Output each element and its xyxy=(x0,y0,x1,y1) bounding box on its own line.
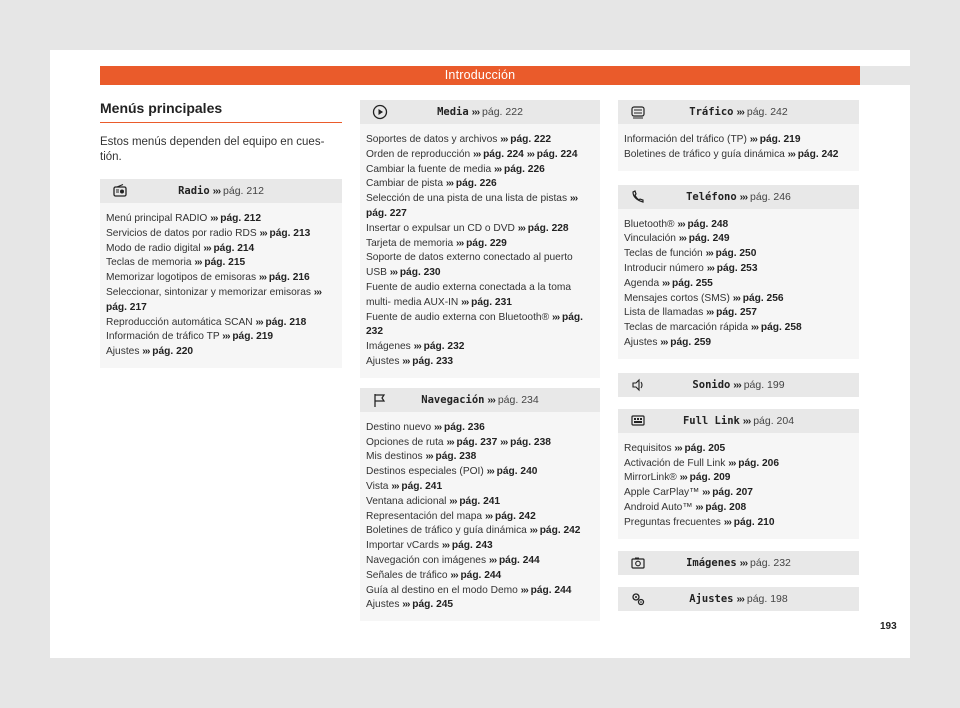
page-ref[interactable]: pág. 219 xyxy=(232,331,274,343)
page-ref[interactable]: pág. 230 xyxy=(399,267,441,279)
column-right xyxy=(618,100,859,621)
list-item[interactable]: Teclas de memoria ››› pág. 215 xyxy=(106,257,246,269)
list-item-text: Android Auto™ xyxy=(624,501,693,513)
list-item[interactable]: Mis destinos ››› pág. 238 xyxy=(366,451,477,463)
section-title: Menús principales xyxy=(100,100,342,123)
box-trafico-list xyxy=(618,124,859,171)
box-radio-header[interactable]: Radio ››› pág. 212 xyxy=(100,179,342,203)
page-ref[interactable]: pág. 205 xyxy=(684,442,726,454)
page-ref[interactable]: pág. 244 xyxy=(498,554,540,566)
page-ref[interactable]: pág. 228 xyxy=(527,222,569,234)
page-ref[interactable]: pág. 212 xyxy=(220,213,262,224)
page-ref[interactable]: pág. 242 xyxy=(539,525,581,537)
list-item-text: Información del tráfico (TP) xyxy=(624,134,747,145)
box-title: Teléfono xyxy=(686,190,737,203)
list-item-text: Ajustes xyxy=(624,336,658,348)
box-title: Radio xyxy=(178,185,210,197)
list-item[interactable]: Imágenes ››› pág. 232 xyxy=(366,341,465,353)
box-navegacion xyxy=(360,388,600,621)
box-title: Full Link xyxy=(682,414,740,427)
list-item[interactable]: Fuente de audio externa conectada a la toma multi- media AUX-IN ››› pág. 231 xyxy=(366,281,572,308)
page-ref[interactable]: pág. 241 xyxy=(459,495,501,507)
section-intro: Estos menús dependen del equipo en cues- tión. xyxy=(100,136,325,163)
list-item[interactable]: Ajustes ››› pág. 259 xyxy=(624,336,712,348)
page-ref[interactable]: pág. 218 xyxy=(265,316,307,328)
list-item[interactable]: Insertar o expulsar un CD o DVD ››› pág. 228 xyxy=(366,222,569,234)
column-left xyxy=(100,100,342,378)
settings-icon xyxy=(630,591,646,607)
phone-icon xyxy=(630,189,646,205)
list-item[interactable]: Mensajes cortos (SMS) ››› pág. 256 xyxy=(624,292,784,304)
list-item-text: Destinos especiales (POI) xyxy=(366,466,484,478)
page-ref[interactable]: pág. 226 xyxy=(504,163,545,175)
page-ref[interactable]: pág. 238 xyxy=(435,451,477,463)
list-item-text: Mensajes cortos (SMS) xyxy=(624,292,730,304)
page-ref[interactable]: pág. 243 xyxy=(451,540,493,552)
images-icon xyxy=(630,555,646,571)
list-item[interactable]: Información de tráfico TP ››› pág. 219 xyxy=(106,331,274,343)
page-ref[interactable]: pág. 233 xyxy=(412,355,454,367)
page-ref[interactable]: pág. 208 xyxy=(705,501,747,513)
list-item-text: Vista xyxy=(366,480,389,492)
list-item[interactable]: Teclas de marcación rápida ››› pág. 258 xyxy=(624,322,802,334)
box-telefono-list xyxy=(618,209,859,359)
list-item[interactable]: Apple CarPlay™ ››› pág. 207 xyxy=(624,487,753,499)
list-item-text: Representación del mapa xyxy=(366,510,483,522)
list-item[interactable]: Agenda ››› pág. 255 xyxy=(624,277,713,289)
list-item-text: Fuente de audio externa con Bluetooth® xyxy=(366,311,550,323)
list-item-text: Insertar o expulsar un CD o DVD xyxy=(366,222,515,234)
list-item-text: Boletines de tráfico y guía dinámica xyxy=(624,148,785,160)
radio-icon xyxy=(112,183,128,199)
list-item[interactable]: Vista ››› pág. 241 xyxy=(366,480,443,492)
list-item[interactable]: Teclas de función ››› pág. 250 xyxy=(624,248,757,260)
list-item-text: Apple CarPlay™ xyxy=(624,487,700,499)
list-item[interactable]: Selección de una pista de una lista de pistas ››› pág. 227 xyxy=(366,193,578,219)
box-media xyxy=(360,100,600,378)
page-ref[interactable]: pág. 231 xyxy=(471,296,512,308)
full-link-icon xyxy=(630,413,646,429)
page-ref[interactable]: pág. 248 xyxy=(687,218,729,230)
list-item[interactable]: Tarjeta de memoria ››› pág. 229 xyxy=(366,237,507,249)
page-ref[interactable]: pág. 222 xyxy=(510,134,552,145)
list-item[interactable]: Señales de tráfico ››› pág. 244 xyxy=(366,569,502,581)
list-item-text: Cambiar de pista xyxy=(366,178,444,190)
list-item[interactable]: MirrorLink® ››› pág. 209 xyxy=(624,472,731,484)
box-sonido-header[interactable]: Sonido ››› pág. 199 xyxy=(618,373,859,397)
page-ref[interactable]: pág. 255 xyxy=(672,277,713,289)
page-ref[interactable]: pág. 249 xyxy=(688,233,730,245)
list-item[interactable]: Navegación con imágenes ››› pág. 244 xyxy=(366,554,540,566)
page-ref[interactable]: pág. 244 xyxy=(530,584,572,596)
page-ref[interactable]: pág. 209 xyxy=(689,472,731,484)
page-number: 193 xyxy=(880,621,897,632)
page-ref[interactable]: pág. 245 xyxy=(412,599,454,611)
list-item[interactable]: Orden de reproducción ››› pág. 224 ››› pág. 224 xyxy=(366,148,578,160)
list-item-text: Boletines de tráfico y guía dinámica xyxy=(366,525,527,537)
page-ref[interactable]: pág. 224 xyxy=(536,148,578,160)
box-ref[interactable]: pág. 198 xyxy=(746,592,788,605)
list-item-text: Imágenes xyxy=(366,341,411,353)
page-ref[interactable]: pág. 240 xyxy=(496,466,538,478)
list-item[interactable]: Ajustes ››› pág. 233 xyxy=(366,355,454,367)
list-item[interactable]: Ajustes ››› pág. 220 xyxy=(106,346,194,358)
list-item-text: Opciones de ruta xyxy=(366,436,444,448)
list-item-text: Seleccionar, sintonizar y memorizar emisoras xyxy=(106,286,311,298)
box-ref[interactable]: pág. 232 xyxy=(750,556,791,569)
list-item-text: Menú principal RADIO xyxy=(106,213,208,224)
list-item[interactable]: Bluetooth® ››› pág. 248 xyxy=(624,218,729,230)
box-title: Sonido xyxy=(692,378,731,391)
box-radio-list xyxy=(100,203,342,368)
chapter-header: Introducción xyxy=(100,66,860,85)
page-ref[interactable]: pág. 217 xyxy=(106,301,147,313)
list-item-text: MirrorLink® xyxy=(624,472,677,484)
list-item-text: Teclas de marcación rápida xyxy=(624,322,749,334)
list-item-text: Tarjeta de memoria xyxy=(366,237,454,249)
list-item[interactable]: Cambiar de pista ››› pág. 226 xyxy=(366,178,497,190)
box-telefono-header[interactable]: Teléfono ››› pág. 246 xyxy=(618,185,859,209)
list-item-text: Soporte de datos externo conectado al puerto USB xyxy=(366,252,573,279)
page-ref[interactable]: pág. 214 xyxy=(213,242,255,254)
list-item-text: Mis destinos xyxy=(366,451,423,463)
play-circle-icon xyxy=(372,104,388,120)
page-ref[interactable]: pág. 242 xyxy=(494,510,536,522)
list-item[interactable]: Destino nuevo ››› pág. 236 xyxy=(366,421,485,433)
page-ref[interactable]: pág. 210 xyxy=(733,516,775,528)
page-ref[interactable]: pág. 256 xyxy=(742,292,784,304)
list-item-text: Información de tráfico TP xyxy=(106,331,220,343)
list-item[interactable]: Fuente de audio externa con Bluetooth® ››› pág. 232 xyxy=(366,311,583,338)
list-item[interactable]: Seleccionar, sintonizar y memorizar emisoras ››› pág. 217 xyxy=(106,286,321,313)
list-item[interactable]: Preguntas frecuentes ››› pág. 210 xyxy=(624,516,775,528)
box-ref[interactable]: pág. 199 xyxy=(743,378,785,391)
page-ref[interactable]: pág. 241 xyxy=(401,480,443,492)
list-item-text: Señales de tráfico xyxy=(366,569,448,581)
box-trafico xyxy=(618,100,859,171)
box-navegacion-header[interactable]: Navegación ››› pág. 234 xyxy=(360,388,600,412)
box-imagenes-header[interactable]: Imágenes ››› pág. 232 xyxy=(618,551,859,575)
list-item[interactable]: Menú principal RADIO ››› pág. 212 xyxy=(106,213,262,224)
column-middle xyxy=(360,100,600,631)
box-navegacion-list xyxy=(360,412,600,621)
list-item[interactable]: Soporte de datos externo conectado al puerto USB ››› pág. 230 xyxy=(366,252,573,279)
box-fulllink-header[interactable]: Full Link ››› pág. 204 xyxy=(618,409,859,433)
list-item-text: Vinculación xyxy=(624,233,676,245)
box-sonido xyxy=(618,373,859,397)
list-item-text: Ajustes xyxy=(366,599,400,611)
box-imagenes xyxy=(618,551,859,575)
list-item[interactable]: Opciones de ruta ››› pág. 237 ››› pág. 238 xyxy=(366,436,551,448)
page-ref[interactable]: pág. 219 xyxy=(759,134,801,145)
list-item-text: Ajustes xyxy=(106,346,140,358)
list-item-text: Agenda xyxy=(624,277,660,289)
page-ref[interactable]: pág. 226 xyxy=(455,178,497,190)
list-item[interactable]: Boletines de tráfico y guía dinámica ››› pág. 242 xyxy=(366,525,581,537)
list-item[interactable]: Guía al destino en el modo Demo ››› pág. 244 xyxy=(366,584,572,596)
list-item-text: Ajustes xyxy=(366,355,400,367)
box-ref[interactable]: pág. 212 xyxy=(223,185,264,197)
list-item-text: Importar vCards xyxy=(366,540,440,552)
list-item[interactable]: Soportes de datos y archivos ››› pág. 222 xyxy=(366,134,552,145)
list-item-text: Activación de Full Link xyxy=(624,457,726,469)
page-ref[interactable]: pág. 215 xyxy=(204,257,246,269)
list-item[interactable]: Introducir número ››› pág. 253 xyxy=(624,262,758,274)
list-item-text: Bluetooth® xyxy=(624,218,675,230)
list-item-text: Guía al destino en el modo Demo xyxy=(366,584,518,596)
list-item-text: Cambiar la fuente de media xyxy=(366,163,492,175)
page-ref[interactable]: pág. 250 xyxy=(715,248,757,260)
list-item-text: Teclas de memoria xyxy=(106,257,192,269)
box-ref[interactable]: pág. 242 xyxy=(746,106,788,118)
list-item[interactable]: Modo de radio digital ››› pág. 214 xyxy=(106,242,255,254)
list-item-text: Soportes de datos y archivos xyxy=(366,134,498,145)
list-item[interactable]: Memorizar logotipos de emisoras ››› pág. 216 xyxy=(106,272,310,284)
page-ref[interactable]: pág. 242 xyxy=(797,148,839,160)
box-fulllink xyxy=(618,409,859,539)
list-item-text: Destino nuevo xyxy=(366,421,432,433)
list-item[interactable]: Vinculación ››› pág. 249 xyxy=(624,233,730,245)
list-item[interactable]: Cambiar la fuente de media ››› pág. 226 xyxy=(366,163,545,175)
list-item-text: Ventana adicional xyxy=(366,495,447,507)
list-item-text: Introducir número xyxy=(624,262,704,274)
page-ref[interactable]: pág. 244 xyxy=(460,569,502,581)
page-ref[interactable]: pág. 257 xyxy=(716,307,757,319)
list-item[interactable]: Reproducción automática SCAN ››› pág. 218 xyxy=(106,316,307,328)
box-fulllink-list xyxy=(618,433,859,539)
list-item[interactable]: Ventana adicional ››› pág. 241 xyxy=(366,495,501,507)
list-item-text: Reproducción automática SCAN xyxy=(106,316,253,328)
list-item-text: Teclas de función xyxy=(624,248,703,260)
page-ref[interactable]: pág. 207 xyxy=(712,487,753,499)
page-ref[interactable]: pág. 229 xyxy=(466,237,507,249)
box-ajustes-header[interactable]: Ajustes ››› pág. 198 xyxy=(618,587,859,611)
list-item-text: Selección de una pista de una lista de pistas xyxy=(366,193,568,205)
sound-icon xyxy=(630,377,646,393)
page-ref[interactable]: pág. 253 xyxy=(716,262,758,274)
list-item[interactable]: Requisitos ››› pág. 205 xyxy=(624,442,726,454)
list-item-text: Memorizar logotipos de emisoras xyxy=(106,272,257,284)
page-ref[interactable]: pág. 237 xyxy=(456,436,498,448)
box-ref[interactable]: pág. 222 xyxy=(482,106,523,118)
box-title: Media xyxy=(437,106,469,118)
list-item[interactable]: Servicios de datos por radio RDS ››› pág. 213 xyxy=(106,227,311,239)
box-ref[interactable]: pág. 234 xyxy=(497,393,539,406)
page-ref[interactable]: pág. 224 xyxy=(483,148,524,160)
page-ref[interactable]: pág. 232 xyxy=(366,311,583,338)
page-ref[interactable]: pág. 238 xyxy=(510,436,551,448)
page-ref[interactable]: pág. 259 xyxy=(670,336,712,348)
box-ref[interactable]: pág. 204 xyxy=(753,414,795,427)
list-item-text: Requisitos xyxy=(624,442,672,454)
list-item-text: Servicios de datos por radio RDS xyxy=(106,227,257,239)
traffic-icon xyxy=(630,104,646,120)
list-item[interactable]: Ajustes ››› pág. 245 xyxy=(366,599,454,611)
page-ref[interactable]: pág. 236 xyxy=(444,421,485,433)
page-ref[interactable]: pág. 232 xyxy=(423,341,465,353)
box-title: Ajustes xyxy=(689,592,734,605)
list-item[interactable]: Información del tráfico (TP) ››› pág. 219 xyxy=(624,134,801,145)
box-ref[interactable]: pág. 246 xyxy=(750,190,791,203)
list-item[interactable]: Destinos especiales (POI) ››› pág. 240 xyxy=(366,466,538,478)
page-ref[interactable]: pág. 227 xyxy=(366,207,407,219)
list-item[interactable]: Activación de Full Link ››› pág. 206 xyxy=(624,457,780,469)
flag-icon xyxy=(372,392,388,408)
box-media-list xyxy=(360,124,600,378)
header-margin xyxy=(860,66,910,85)
box-media-header[interactable]: Media ››› pág. 222 xyxy=(360,100,600,124)
box-title: Tráfico xyxy=(689,106,734,118)
page-ref[interactable]: pág. 220 xyxy=(152,346,194,358)
box-ajustes xyxy=(618,587,859,611)
page-ref[interactable]: pág. 258 xyxy=(760,322,802,334)
list-item[interactable]: Importar vCards ››› pág. 243 xyxy=(366,540,493,552)
box-trafico-header[interactable]: Tráfico ››› pág. 242 xyxy=(618,100,859,124)
list-item-text: Navegación con imágenes xyxy=(366,554,487,566)
list-item[interactable]: Lista de llamadas ››› pág. 257 xyxy=(624,307,757,319)
page-ref[interactable]: pág. 213 xyxy=(269,227,311,239)
list-item-text: Lista de llamadas xyxy=(624,307,704,319)
list-item-text: Fuente de audio externa conectada a la toma multi- media AUX-IN xyxy=(366,281,572,308)
list-item[interactable]: Android Auto™ ››› pág. 208 xyxy=(624,501,747,513)
box-title: Imágenes xyxy=(686,556,737,569)
box-title: Navegación xyxy=(421,393,485,406)
list-item[interactable]: Boletines de tráfico y guía dinámica ››› pág. 242 xyxy=(624,148,839,160)
box-radio xyxy=(100,179,342,368)
box-telefono xyxy=(618,185,859,359)
page-ref[interactable]: pág. 216 xyxy=(268,272,310,284)
page-ref[interactable]: pág. 206 xyxy=(738,457,780,469)
list-item[interactable]: Representación del mapa ››› pág. 242 xyxy=(366,510,536,522)
list-item-text: Modo de radio digital xyxy=(106,242,201,254)
list-item-text: Orden de reproducción xyxy=(366,148,471,160)
list-item-text: Preguntas frecuentes xyxy=(624,516,721,528)
